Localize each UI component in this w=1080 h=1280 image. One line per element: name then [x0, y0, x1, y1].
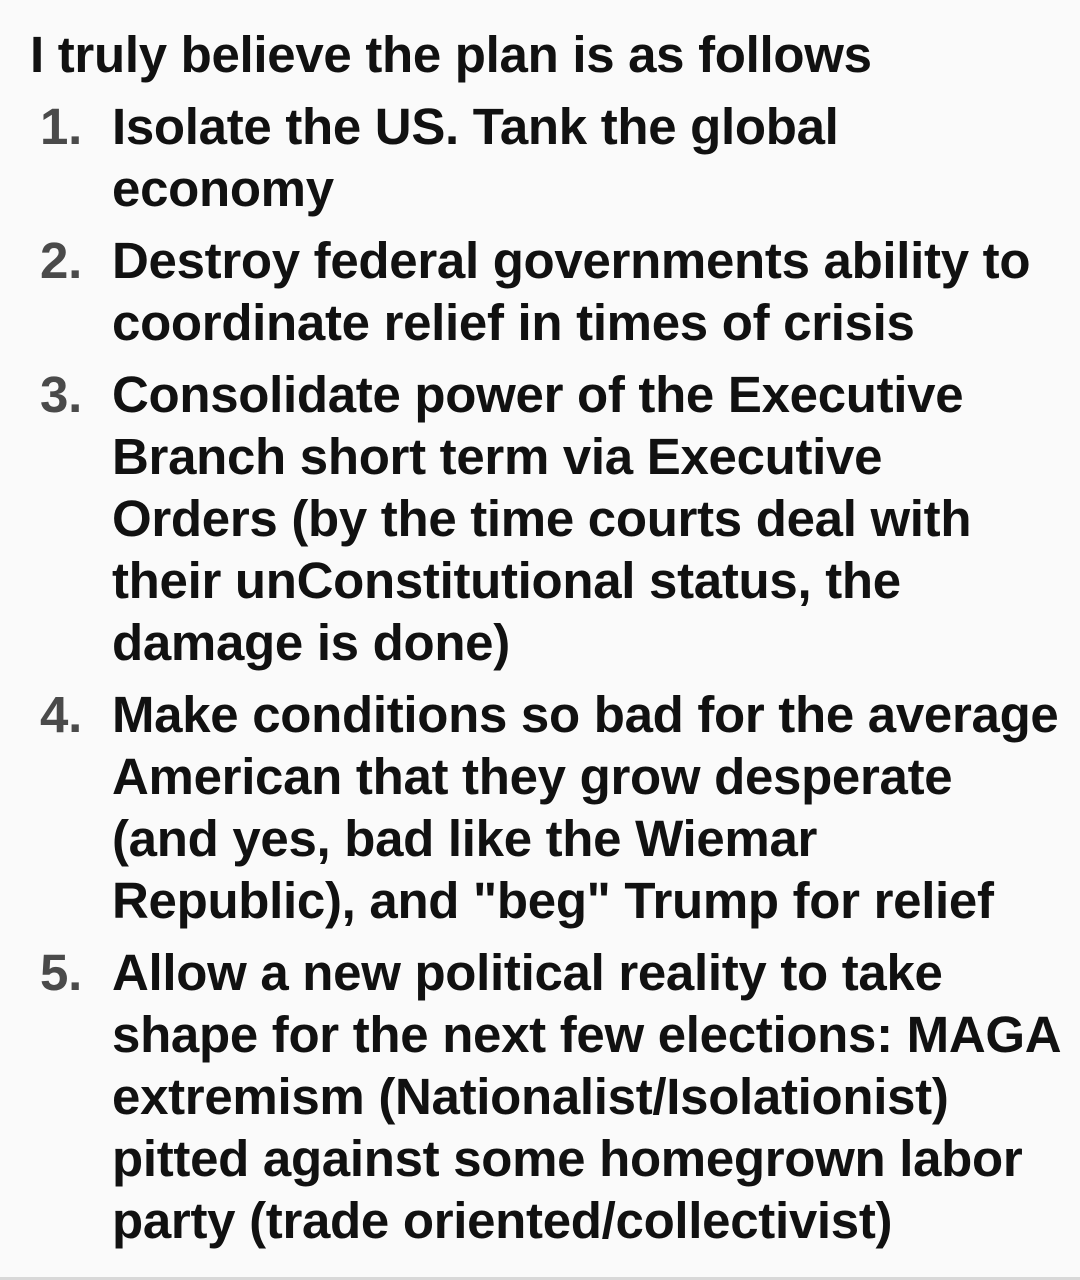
list-item	[30, 942, 1060, 1252]
list-item	[30, 684, 1060, 932]
list-item-number: 3.	[40, 366, 82, 423]
list-item-text: Consolidate power of the Executive Branch short term via Executive Orders (by the time courts deal with their unConstitutional status, the damage is done)	[112, 366, 972, 671]
list-item-number: 5.	[40, 944, 82, 1001]
plan-list	[30, 96, 1060, 1252]
list-item-text: Make conditions so bad for the average American that they grow desperate (and yes, bad like the Wiemar Republic), and "beg" Trump for relief	[112, 686, 1059, 929]
list-item-text: Destroy federal governments ability to coordinate relief in times of crisis	[112, 232, 1031, 351]
list-item-number: 4.	[40, 686, 82, 743]
list-item	[30, 230, 1060, 354]
list-item-number: 2.	[40, 232, 82, 289]
list-item-number: 1.	[40, 98, 82, 155]
post-intro: I truly believe the plan is as follows	[30, 26, 872, 83]
list-item-text: Isolate the US. Tank the global economy	[112, 98, 839, 217]
list-item-text: Allow a new political reality to take shape for the next few elections: MAGA extremism (Nationalist/Isolationist) pitted against some homegrown labor party (trade oriented/collectivist)	[112, 944, 1060, 1249]
list-item	[30, 96, 1060, 220]
post-body	[30, 24, 1060, 1252]
list-item	[30, 364, 1060, 674]
